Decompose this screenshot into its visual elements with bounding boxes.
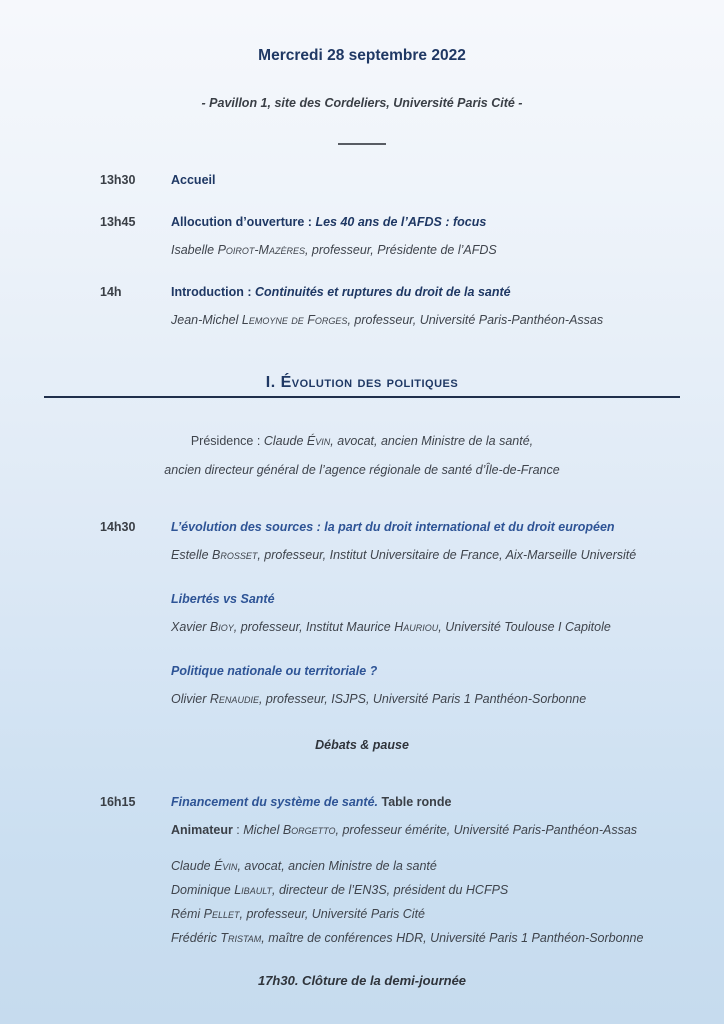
text-part: , avocat, ancien Ministre de la santé [237, 858, 437, 873]
text-part: , professeur, Institut Universitaire de France, Aix-Marseille Université [257, 547, 637, 562]
divider [338, 143, 386, 145]
text-line [0, 462, 724, 479]
time-label: 14h [100, 285, 122, 299]
text-part: Animateur [171, 822, 233, 837]
text-part: Introduction : [171, 285, 256, 299]
session-content [171, 214, 686, 258]
session-row [0, 519, 724, 563]
text-part: Rémi [171, 906, 204, 921]
text-line [171, 172, 686, 188]
session-content [171, 794, 686, 838]
text-part: Claude [263, 434, 307, 448]
text-part: , professeur, ISJPS, Université Paris 1 Panthéon-Sorbonne [258, 691, 587, 706]
text-part: Allocution d’ouverture : [171, 215, 316, 229]
text-part: L’évolution des sources : la part du droit international et du droit européen [171, 519, 615, 534]
text-line [171, 547, 686, 563]
session-content [171, 284, 686, 328]
text-line [171, 794, 686, 810]
session-content [171, 663, 686, 707]
text-part: Dominique [171, 882, 235, 897]
session-row [0, 172, 724, 188]
schedule [0, 172, 724, 989]
text-part: Estelle [171, 547, 212, 562]
text-line [171, 822, 686, 838]
text-line [0, 433, 724, 450]
text-part: Bioy [209, 619, 234, 634]
text-part: : [232, 822, 244, 837]
session-content [171, 858, 686, 946]
text-part: Évin [306, 434, 331, 448]
text-part: , professeur, Présidente de l’AFDS [304, 243, 497, 257]
text-part: Libertés vs Santé [171, 591, 275, 606]
text-line [171, 882, 686, 898]
session-content [171, 591, 686, 635]
text-part: , professeur, Université Paris-Panthéon-Assas [347, 313, 604, 327]
text-line [171, 519, 686, 535]
centered-line [0, 433, 724, 479]
time-label: 13h30 [100, 173, 136, 187]
text-line [171, 930, 686, 946]
text-line [171, 214, 686, 230]
text-part: , directeur de l’EN3S, président du HCFPS [272, 882, 509, 897]
text-line [171, 663, 686, 679]
time-label [100, 663, 171, 707]
text-part: Débats & pause [315, 737, 409, 752]
text-part: Tristam [220, 930, 262, 945]
text-part: Accueil [171, 173, 216, 187]
text-part: , Université Toulouse I Capitole [438, 619, 611, 634]
text-line [171, 691, 686, 707]
text-part: Frédéric [171, 930, 221, 945]
time-label [100, 858, 171, 946]
text-part: Pellet [203, 906, 240, 921]
session-row [0, 663, 724, 707]
text-part: Présidence : [190, 434, 264, 448]
session-row [0, 284, 724, 328]
session-row [0, 794, 724, 838]
session-row [0, 214, 724, 258]
text-line [171, 284, 686, 300]
text-part: Hauriou [394, 619, 439, 634]
text-line [171, 312, 686, 328]
page-title: Mercredi 28 septembre 2022 [258, 47, 466, 64]
text-part: Politique nationale ou territoriale ? [171, 663, 378, 678]
centered-line [0, 972, 724, 990]
text-part: , professeur, Institut Maurice [233, 619, 395, 634]
text-part: , maître de conférences HDR, Université Paris 1 Panthéon-Sorbonne [261, 930, 644, 945]
session-content [171, 172, 686, 188]
session-row [0, 858, 724, 946]
text-part: Lemoyne de Forges [241, 313, 348, 327]
text-part: 17h30. Clôture de la demi-journée [257, 972, 467, 988]
text-part: Michel [243, 822, 283, 837]
text-part: Table ronde [378, 794, 452, 809]
text-part: Poirot-Mazères [217, 243, 305, 257]
text-part: Claude [171, 858, 215, 873]
text-part: Libault [234, 882, 273, 897]
section-rule [44, 396, 680, 398]
text-part: Isabelle [171, 243, 218, 257]
time-label: 16h15 [100, 794, 136, 809]
text-part: , avocat, ancien Ministre de la santé, [330, 434, 534, 448]
text-part: Olivier [171, 691, 210, 706]
text-part: Brosset [212, 547, 258, 562]
venue-line: - Pavillon 1, site des Cordeliers, Université Paris Cité - [201, 96, 523, 110]
centered-line [0, 737, 724, 754]
text-part: Évin [214, 858, 238, 873]
time-label: 14h30 [100, 519, 136, 534]
text-part: , professeur émérite, Université Paris-Panthéon-Assas [335, 822, 638, 837]
time-label [100, 591, 171, 635]
section-title: I. Évolution des politiques [265, 374, 459, 391]
text-part: Renaudie [209, 691, 259, 706]
text-part: Financement du système de santé. [171, 794, 379, 809]
text-part: Xavier [171, 619, 210, 634]
text-part: Jean-Michel [171, 313, 242, 327]
text-line [171, 906, 686, 922]
text-part: , professeur, Université Paris Cité [239, 906, 426, 921]
text-line [0, 972, 724, 990]
text-line [171, 858, 686, 874]
text-line [171, 591, 686, 607]
text-line [171, 619, 686, 635]
session-row [0, 591, 724, 635]
text-part: Borgetto [282, 822, 336, 837]
text-part: Continuités et ruptures du droit de la santé [255, 285, 511, 299]
text-part: ancien directeur général de l’agence régionale de santé d’Île-de-France [164, 462, 560, 477]
time-label: 13h45 [100, 215, 136, 229]
text-part: Les 40 ans de l’AFDS : focus [315, 215, 487, 229]
text-line [171, 242, 686, 258]
text-line [0, 737, 724, 754]
session-content [171, 519, 686, 563]
